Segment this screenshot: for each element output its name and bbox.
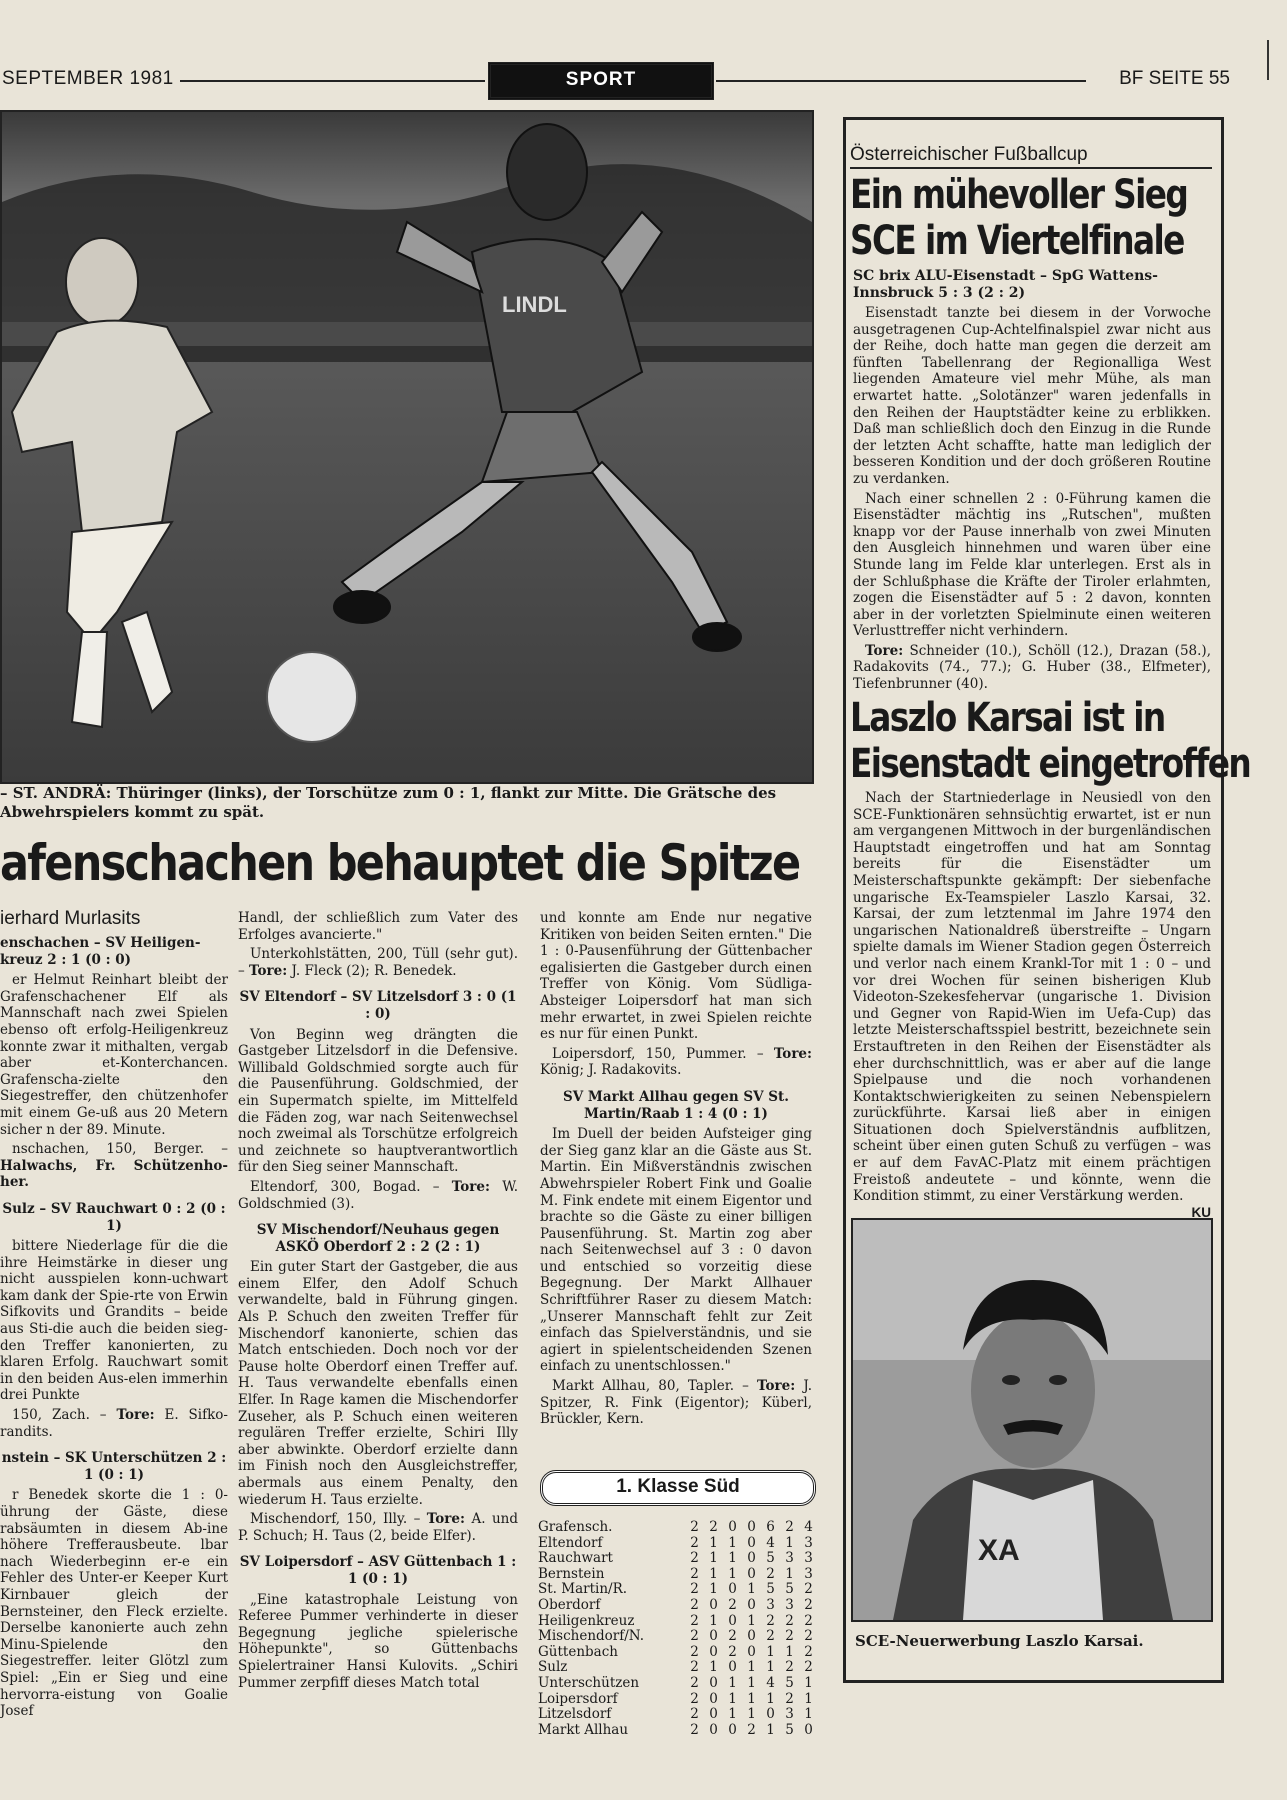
main-headline: afenschachen behauptet die Spitze bbox=[0, 834, 800, 892]
table-cell: 1 bbox=[747, 1612, 756, 1629]
fact-text: nschachen, 150, Berger. – bbox=[12, 1141, 228, 1158]
match-report: r Benedek skorte die 1 : 0-ührung der Gäste, diese rabsäumten in diesem Ab-ine höhere Trefferausbeute. lbar nach Wiederbeginn er-e ein Fehler des Unter-er Keeper Kurt Kirnbauer gleich der Bernsteiner, den Fleck erzielte. Derselbe kanonierte auch zehn Minu-Spielende den Siegestreffer. leiter Glötzl zum Spiel: „Ein er Sieg und eine hervorra-eistung von Goalie Josef bbox=[0, 1487, 228, 1720]
team-name: Loipersdorf bbox=[538, 1690, 618, 1707]
table-cell: 2 bbox=[728, 1628, 737, 1645]
table-cell: 0 bbox=[747, 1534, 756, 1551]
table-cell: 0 bbox=[747, 1643, 756, 1660]
karsai-portrait-photo bbox=[851, 1218, 1213, 1622]
team-name: Litzelsdorf bbox=[538, 1706, 612, 1723]
table-cell: 0 bbox=[709, 1721, 718, 1738]
fact-text: J. Fleck (2); R. Benedek. bbox=[291, 962, 457, 979]
table-cell: 0 bbox=[747, 1550, 756, 1567]
table-cell: 3 bbox=[785, 1550, 794, 1567]
league-table-title: 1. Klasse Süd bbox=[540, 1470, 816, 1506]
table-cell: 0 bbox=[804, 1721, 813, 1738]
table-cell: 1 bbox=[728, 1565, 737, 1582]
article-column-1 bbox=[0, 935, 228, 1723]
table-cell: 2 bbox=[690, 1596, 699, 1613]
table-row bbox=[538, 1614, 818, 1630]
table-row bbox=[538, 1645, 818, 1661]
table-cell: 0 bbox=[747, 1596, 756, 1613]
table-cell: 2 bbox=[785, 1519, 794, 1535]
fact-bold: Halwachs, Fr. Schützenho-her. bbox=[0, 1157, 228, 1191]
table-cell: 1 bbox=[785, 1534, 794, 1551]
fact-bold: Tore: bbox=[426, 1511, 465, 1528]
cup-headline-2: SCE im Viertelfinale bbox=[850, 218, 1184, 264]
match-title: SV Loipersdorf – ASV Güttenbach 1 : 1 (0 : 1) bbox=[239, 1554, 517, 1587]
table-cell: 2 bbox=[709, 1519, 718, 1535]
team-name: Unterschützen bbox=[538, 1674, 640, 1691]
table-cell: 0 bbox=[728, 1519, 737, 1535]
svg-text:XA: XA bbox=[978, 1534, 1020, 1567]
table-cell: 0 bbox=[709, 1690, 718, 1707]
cup-headline-1: Ein mühevoller Sieg bbox=[850, 172, 1188, 218]
match-report: Von Beginn weg drängten die Gastgeber Litzelsdorf in die Defensive. Willibald Goldschmied sorgte auch für die Pausenführung. Goldschmied, der ein Supermatch spielte, im Mittelfeld die Fäden zog, war nach Seitenwechsel noch zweimal als Torschütze erfolgreich und zeichnete so hauptverantwortlich für den Sieg seiner Mannschaft. bbox=[238, 1026, 518, 1176]
fact-text: W. Goldschmied (3). bbox=[238, 1178, 519, 1212]
table-cell: 4 bbox=[766, 1534, 775, 1551]
table-cell: 0 bbox=[747, 1565, 756, 1582]
page-header bbox=[0, 60, 1230, 100]
match-facts bbox=[238, 1511, 518, 1544]
table-cell: 1 bbox=[728, 1550, 737, 1567]
team-name: Güttenbach bbox=[538, 1643, 618, 1660]
fact-text: König; J. Radakovits. bbox=[540, 1062, 682, 1079]
article-column-3 bbox=[540, 910, 812, 1431]
table-row bbox=[538, 1660, 818, 1676]
table-cell: 0 bbox=[709, 1674, 718, 1691]
fact-bold: Tore: bbox=[249, 962, 288, 979]
match-report: er Helmut Reinhart bleibt der Grafenschachener Elf als Mannschaft nach zwei Spielen ebenso oft erfolg-Heiligenkreuz konnte zwar it mithalten, vergab aber et-Konterchancen. Grafenscha-zielte den Siegestreffer, den chützenhofer mit einem Ge-uß aus 20 Metern sicher n der 89. Minute. bbox=[0, 972, 228, 1138]
table-row bbox=[538, 1629, 818, 1645]
team-name: St. Martin/R. bbox=[538, 1581, 628, 1598]
table-cell: 0 bbox=[728, 1659, 737, 1676]
match-facts bbox=[0, 1141, 228, 1191]
karsai-paragraph bbox=[853, 790, 1211, 1220]
goals-text: Schneider (10.), Schöll (12.), Drazan (58.), Radakovits (74., 77.); G. Huber (38., Elfmeter), Tiefenbrunner (40). bbox=[853, 642, 1211, 693]
table-cell: 2 bbox=[728, 1643, 737, 1660]
table-cell: 1 bbox=[747, 1674, 756, 1691]
table-cell: 2 bbox=[804, 1581, 813, 1598]
match-title: SV Mischendorf/Neuhaus gegen ASKÖ Oberdorf 2 : 2 (2 : 1) bbox=[256, 1222, 500, 1255]
table-cell: 1 bbox=[709, 1534, 718, 1551]
table-cell: 3 bbox=[785, 1706, 794, 1723]
table-cell: 2 bbox=[690, 1628, 699, 1645]
table-cell: 2 bbox=[785, 1628, 794, 1645]
match-facts bbox=[238, 1179, 518, 1212]
signature: KU bbox=[1191, 1204, 1211, 1220]
table-cell: 1 bbox=[747, 1706, 756, 1723]
margin-mark bbox=[1267, 40, 1269, 80]
table-cell: 2 bbox=[690, 1643, 699, 1660]
header-rule-left bbox=[180, 80, 485, 82]
fact-text: Mischendorf, 150, Illy. – bbox=[250, 1511, 421, 1528]
table-cell: 4 bbox=[804, 1519, 813, 1535]
table-row bbox=[538, 1676, 818, 1692]
table-cell: 1 bbox=[709, 1565, 718, 1582]
table-cell: 1 bbox=[804, 1690, 813, 1707]
table-cell: 0 bbox=[709, 1706, 718, 1723]
table-cell: 1 bbox=[728, 1674, 737, 1691]
table-cell: 2 bbox=[690, 1581, 699, 1598]
table-cell: 2 bbox=[747, 1721, 756, 1738]
table-cell: 0 bbox=[709, 1643, 718, 1660]
team-name: Bernstein bbox=[538, 1565, 605, 1582]
kicker-rule bbox=[850, 167, 1212, 169]
table-cell: 5 bbox=[766, 1581, 775, 1598]
table-cell: 1 bbox=[728, 1534, 737, 1551]
match-title: SV Eltendorf – SV Litzelsdorf 3 : 0 (1 : 0) bbox=[239, 989, 517, 1022]
table-cell: 1 bbox=[766, 1643, 775, 1660]
table-cell: 2 bbox=[690, 1706, 699, 1723]
table-cell: 0 bbox=[766, 1706, 775, 1723]
karsai-headline-2: Eisenstadt eingetroffen bbox=[850, 741, 1251, 787]
table-row bbox=[538, 1723, 818, 1739]
table-cell: 2 bbox=[690, 1612, 699, 1629]
header-rule-right bbox=[716, 80, 1086, 82]
table-cell: 1 bbox=[785, 1565, 794, 1582]
team-name: Rauchwart bbox=[538, 1550, 613, 1567]
table-row bbox=[538, 1567, 818, 1583]
match-facts bbox=[540, 1378, 812, 1428]
match-facts bbox=[238, 946, 518, 979]
football-action-photo bbox=[0, 110, 814, 784]
table-cell: 5 bbox=[785, 1721, 794, 1738]
table-cell: 3 bbox=[766, 1596, 775, 1613]
karsai-text: Nach der Startniederlage in Neusiedl von den SCE-Funktionären sehnsüchtig erwartet, ist er nun am vergangenen Mittwoch in der burgenländischen Hauptstadt eingetroffen und hat am Sonntag bereits für die Eisenstädter um Meisterschaftspunkte gekämpft: Der siebenfache ungarische Ex-Teamspieler Laszlo Karsai, 32. Karsai, der zum letztenmal im Jahre 1974 den ungarischen Nationaldreß überstreifte – Ungarn spielte damals im Wiener Stadion gegen Österreich und verlor nach einem Krankl-Tor mit 1 : 0 – und vor drei Wochen für seinen bisherigen Klub Videoton-Szekesfehervar (ungarische 1. Division und Gegner von Rapid-Wien im Uefa-Cup) das letzte Meisterschaftsspiel bestritt, bezeichnete sein Erstauftreten in den Reihen der Eisenstädter als eher durchschnittlich, was er aber auf die lange Spielpause und die noch vorhandenen Kontaktschwierigkeiten zu seinen Nebenspielern zurückführte. Karsai ließ aber in einigen Situationen doch Spielverständnis aufblitzen, scheint über einen guten Schuß zu verfügen – was er auf dem FavAC-Platz mit einem prächtigen Freistoß andeutete – und könnte, wenn die Kondition stimmt, zu einer Verstärkung werden. bbox=[853, 790, 1211, 1205]
fact-text: Eltendorf, 300, Bogad. – bbox=[250, 1178, 440, 1195]
table-row bbox=[538, 1536, 818, 1552]
table-cell: 1 bbox=[766, 1659, 775, 1676]
team-name: Eltendorf bbox=[538, 1534, 603, 1551]
svg-text:LINDL: LINDL bbox=[502, 292, 567, 317]
match-title: enschachen – SV Heiligen-kreuz 2 : 1 (0 : 0) bbox=[0, 935, 201, 968]
table-cell: 0 bbox=[728, 1581, 737, 1598]
table-cell: 1 bbox=[766, 1690, 775, 1707]
cup-paragraph: Eisenstadt tanzte bei diesem in der Vorwoche ausgetragenen Cup-Achtelfinalspiel zwar nicht aus der Reihe, doch hatte man gegen die derzeit am fünften Tabellenrang der Regionalliga West liegenden Amateure viel mehr Mühe, als man erwartet hatte. „Solotänzer" waren jedenfalls in den Reihen der Hauptstädter keine zu erblikken. Daß man schließlich doch den Einzug in die Runde der letzten Acht schaffte, hatte man lediglich der besseren Kondition und der doch größeren Routine zu verdanken. bbox=[853, 305, 1211, 487]
table-cell: 1 bbox=[747, 1581, 756, 1598]
team-name: Heiligenkreuz bbox=[538, 1612, 635, 1629]
fact-text: J. Spitzer, R. Fink (Eigentor); Küberl, Brückler, Kern. bbox=[540, 1378, 812, 1428]
table-row bbox=[538, 1520, 818, 1536]
table-cell: 1 bbox=[804, 1674, 813, 1691]
table-cell: 1 bbox=[747, 1659, 756, 1676]
match-report: „Eine katastrophale Leistung von Referee Pummer verhinderte in dieser Begegnung jegliche spielerische Höhepunkte", so Güttenbachs Spielertrainer Hansi Kulovits. „Schiri Pummer zerpfiff dieses Match total bbox=[238, 1591, 518, 1691]
table-cell: 2 bbox=[766, 1565, 775, 1582]
table-cell: 4 bbox=[766, 1674, 775, 1691]
table-row bbox=[538, 1707, 818, 1723]
kicker: Österreichischer Fußballcup bbox=[850, 144, 1088, 165]
table-cell: 1 bbox=[804, 1706, 813, 1723]
fact-bold: Tore: bbox=[757, 1378, 796, 1395]
table-cell: 1 bbox=[709, 1612, 718, 1629]
photo-caption: – ST. ANDRÄ: Thüringer (links), der Torschütze zum 0 : 1, flankt zur Mitte. Die Grätsche des Abwehrspielers kommt zu spät. bbox=[0, 784, 777, 821]
team-name: Sulz bbox=[538, 1659, 568, 1676]
league-table bbox=[538, 1520, 818, 1738]
match-report: Im Duell der beiden Aufsteiger ging der Sieg ganz klar an die Gäste aus St. Martin. Ein Mißverständnis zwischen Abwehrspieler Robert Fink und Goalie M. Fink endete mit einem Eigentor und brachte so die Gäste zu einer billigen Pausenführung. St. Martin zog aber nach Seitenwechsel auf 3 : 0 davon und entschied so vorzeitig diese Begegnung. Der Markt Allhauer Schriftführer Raser zu diesem Match: „Unserer Mannschaft fehlt zur Zeit einfach das Spielverständnis, und sie agiert in spielentscheidenden Szenen einfach zu unentschlossen." bbox=[540, 1126, 812, 1375]
table-cell: 2 bbox=[804, 1659, 813, 1676]
section-label: SPORT bbox=[488, 62, 714, 100]
table-cell: 2 bbox=[785, 1690, 794, 1707]
team-name: Mischendorf/N. bbox=[538, 1628, 645, 1645]
table-cell: 2 bbox=[690, 1721, 699, 1738]
author-byline: ierhard Murlasits bbox=[0, 908, 141, 929]
karsai-headline-1: Laszlo Karsai ist in bbox=[850, 695, 1165, 741]
fact-text: Loipersdorf, 150, Pummer. – bbox=[552, 1045, 764, 1062]
table-cell: 5 bbox=[785, 1581, 794, 1598]
table-cell: 2 bbox=[766, 1612, 775, 1629]
fact-bold: Tore: bbox=[451, 1178, 490, 1195]
table-cell: 2 bbox=[804, 1643, 813, 1660]
table-cell: 3 bbox=[804, 1550, 813, 1567]
table-cell: 6 bbox=[766, 1519, 775, 1535]
table-cell: 2 bbox=[690, 1550, 699, 1567]
table-cell: 1 bbox=[728, 1690, 737, 1707]
fact-text: Unterkohlstätten, 200, Tüll (sehr gut). – bbox=[238, 946, 518, 979]
table-cell: 2 bbox=[690, 1519, 699, 1535]
fact-bold: Tore: bbox=[116, 1407, 155, 1424]
match-report: Ein guter Start der Gastgeber, die aus einem Elfer, den Adolf Schuch verwandelte, bald in Führung gingen. Als P. Schuch den zweiten Treffer für Mischendorf kanonierte, schien das Match entschieden. Doch noch vor der Pause holte Oberdorf einen Treffer auf. H. Taus verwandelte ebenfalls einen Elfer. In Rage kamen die Mischendorfer Zuseher, als P. Schuch einen weiteren regulären Treffer erzielte, Schiri Illy aber abwinkte. Oberdorf erzielte dann im Finish noch den Ausgleichstreffer, abermals aus einem Penalty, den wiederum H. Taus erzielte. bbox=[238, 1259, 518, 1508]
table-cell: 1 bbox=[709, 1550, 718, 1567]
table-row bbox=[538, 1551, 818, 1567]
cup-article bbox=[853, 305, 1211, 696]
issue-date: SEPTEMBER 1981 bbox=[2, 68, 174, 89]
table-cell: 0 bbox=[728, 1721, 737, 1738]
table-cell: 1 bbox=[785, 1643, 794, 1660]
fact-text: Markt Allhau, 80, Tapler. – bbox=[552, 1378, 749, 1395]
article-column-2 bbox=[238, 910, 518, 1694]
table-cell: 5 bbox=[785, 1674, 794, 1691]
table-row bbox=[538, 1692, 818, 1708]
team-name: Grafensch. bbox=[538, 1519, 613, 1535]
match-report: Handl, der schließlich zum Vater des Erfolges avancierte." bbox=[238, 910, 518, 943]
cup-paragraph: Nach einer schnellen 2 : 0-Führung kamen die Eisenstädter mächtig ins „Rutschen", mußten knapp vor der Pause innerhalb von zwei Minuten den Ausgleich hinnehmen und waren über eine Stunde lang im Felde klar unterlegen. Erst als in der Schlußphase die Kräfte der Tiroler erlahmten, zogen die Eisenstädter auf 5 : 2 davon, konnten aber in der vorletzten Spielminute einen weiteren Verlusttreffer nicht verhindern. bbox=[853, 490, 1211, 640]
table-cell: 0 bbox=[709, 1628, 718, 1645]
ball bbox=[267, 652, 357, 742]
table-cell: 2 bbox=[785, 1612, 794, 1629]
cup-goals bbox=[853, 643, 1211, 693]
match-report: bittere Niederlage für die die ihre Heimstärke in dieser ung nicht ausspielen konn-uchwart kam dank der Spie-rte von Erwin Sifkovits und Grandits – beide aus Sti-die auch die beiden sieg-den Treffer kanonierten, zu klaren Erfolg. Rauchwart somit in den beiden Aus-elen immerhin drei Punkte bbox=[0, 1238, 228, 1404]
table-cell: 2 bbox=[785, 1659, 794, 1676]
karsai-article bbox=[853, 790, 1211, 1221]
table-cell: 0 bbox=[747, 1519, 756, 1535]
fact-text: E. Sifko-randits. bbox=[0, 1407, 228, 1440]
table-cell: 1 bbox=[709, 1581, 718, 1598]
fact-bold: Tore: bbox=[773, 1045, 812, 1062]
table-cell: 0 bbox=[709, 1596, 718, 1613]
match-title: Sulz – SV Rauchwart 0 : 2 (0 : 1) bbox=[2, 1200, 226, 1234]
table-cell: 1 bbox=[747, 1690, 756, 1707]
table-cell: 1 bbox=[766, 1721, 775, 1738]
table-cell: 3 bbox=[804, 1534, 813, 1551]
table-cell: 2 bbox=[690, 1565, 699, 1582]
table-cell: 1 bbox=[728, 1706, 737, 1723]
table-cell: 2 bbox=[690, 1659, 699, 1676]
table-cell: 2 bbox=[690, 1674, 699, 1691]
match-title: SV Markt Allhau gegen SV St. Martin/Raab 1 : 4 (0 : 1) bbox=[562, 1088, 789, 1122]
table-cell: 0 bbox=[747, 1628, 756, 1645]
fact-text: 150, Zach. – bbox=[12, 1407, 107, 1424]
match-title: nstein – SK Unterschützen 2 : 1 (0 : 1) bbox=[1, 1450, 227, 1483]
table-cell: 2 bbox=[690, 1690, 699, 1707]
table-cell: 2 bbox=[766, 1628, 775, 1645]
table-cell: 2 bbox=[804, 1628, 813, 1645]
team-name: Oberdorf bbox=[538, 1596, 601, 1613]
karsai-caption: SCE-Neuerwerbung Laszlo Karsai. bbox=[855, 1632, 1144, 1650]
cup-subhead: SC brix ALU-Eisenstadt – SpG Wattens-Innsbruck 5 : 3 (2 : 2) bbox=[853, 268, 1158, 301]
match-facts bbox=[0, 1407, 228, 1440]
page-number: BF SEITE 55 bbox=[1119, 68, 1230, 89]
team-name: Markt Allhau bbox=[538, 1721, 629, 1738]
table-cell: 3 bbox=[785, 1596, 794, 1613]
table-row bbox=[538, 1598, 818, 1614]
table-cell: 0 bbox=[728, 1612, 737, 1629]
table-row bbox=[538, 1582, 818, 1598]
table-cell: 2 bbox=[804, 1612, 813, 1629]
table-cell: 3 bbox=[804, 1565, 813, 1582]
table-cell: 5 bbox=[766, 1550, 775, 1567]
goals-label: Tore: bbox=[865, 642, 904, 659]
fact-text: A. und P. Schuch; H. Taus (2, beide Elfer). bbox=[238, 1511, 518, 1544]
match-facts bbox=[540, 1046, 812, 1079]
table-cell: 2 bbox=[728, 1596, 737, 1613]
match-report: und konnte am Ende nur negative Kritiken von beiden Seiten ernten." Die 1 : 0-Pausenführung der Güttenbacher egalisierten die Gastgeber durch einen Treffer von König. Vom Südliga-Absteiger Loipersdorf hat man sich mehr erwartet, in zwei Spielen reichte es nur für einen Punkt. bbox=[540, 910, 812, 1043]
table-cell: 2 bbox=[690, 1534, 699, 1551]
table-cell: 1 bbox=[709, 1659, 718, 1676]
table-cell: 2 bbox=[804, 1596, 813, 1613]
